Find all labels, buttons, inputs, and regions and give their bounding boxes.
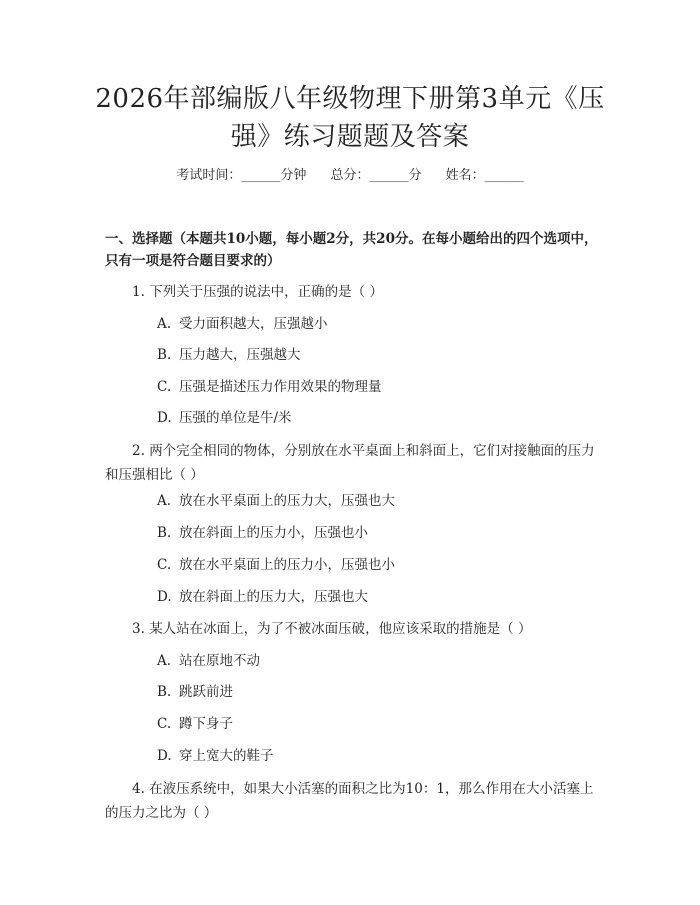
option-text: 站在原地不动	[179, 653, 260, 669]
question-number: 2.	[132, 443, 145, 459]
question-text: 在液压系统中，如果大小活塞的面积之比为10：1，那么作用在大小活塞上的压力之比为（ ）	[105, 781, 594, 821]
question-number: 4.	[132, 781, 145, 797]
option-text: 蹲下身子	[179, 716, 233, 732]
question-3-option-b	[157, 681, 597, 703]
option-text: 放在水平桌面上的压力大，压强也大	[179, 493, 395, 509]
question-2-option-c	[157, 554, 597, 576]
question-text: 某人站在冰面上，为了不被冰面压破，他应该采取的措施是（ ）	[149, 621, 532, 637]
option-letter: A.	[157, 316, 172, 332]
question-1-option-c	[157, 376, 597, 398]
exam-info-line	[0, 166, 700, 186]
option-letter: B.	[157, 684, 172, 700]
option-text: 压强的单位是牛/米	[179, 410, 292, 426]
question-3	[105, 617, 605, 641]
exam-name-field: 姓名：______	[445, 168, 524, 183]
option-text: 放在斜面上的压力小，压强也小	[179, 525, 368, 541]
option-letter: B.	[157, 525, 172, 541]
option-letter: A.	[157, 493, 172, 509]
section-heading: 一、选择题（本题共10小题，每小题2分，共20分。在每小题给出的四个选项中，只有一项是符合题目要求的）	[105, 231, 598, 269]
question-3-option-c	[157, 713, 597, 735]
option-letter: B.	[157, 347, 172, 363]
option-text: 受力面积越大，压强越小	[179, 316, 328, 332]
question-2	[105, 439, 605, 487]
option-text: 压强是描述压力作用效果的物理量	[179, 379, 382, 395]
question-1-option-b	[157, 344, 597, 366]
question-text: 下列关于压强的说法中，正确的是（ ）	[149, 284, 383, 300]
question-2-option-a	[157, 490, 597, 512]
question-1-option-a	[157, 313, 597, 335]
question-4	[105, 777, 605, 825]
option-letter: C.	[157, 379, 172, 395]
question-1-option-d	[157, 407, 597, 429]
option-letter: D.	[157, 748, 172, 764]
option-letter: D.	[157, 589, 172, 605]
option-text: 放在水平桌面上的压力小，压强也小	[179, 557, 395, 573]
option-letter: C.	[157, 716, 172, 732]
exam-score-field: 总分：______分	[330, 168, 422, 183]
option-letter: A.	[157, 653, 172, 669]
option-text: 穿上宽大的鞋子	[179, 748, 274, 764]
option-text: 压力越大，压强越大	[179, 347, 301, 363]
question-2-option-b	[157, 522, 597, 544]
option-text: 跳跃前进	[179, 684, 233, 700]
question-3-option-d	[157, 745, 597, 767]
question-1	[105, 280, 605, 304]
question-text: 两个完全相同的物体，分别放在水平桌面上和斜面上，它们对接触面的压力和压强相比（ ）	[105, 443, 595, 483]
question-number: 3.	[132, 621, 145, 637]
option-letter: D.	[157, 410, 172, 426]
exam-time-field: 考试时间：______分钟	[176, 168, 307, 183]
document-title: 2026年部编版八年级物理下册第3单元《压强》练习题题及答案	[95, 84, 605, 152]
option-letter: C.	[157, 557, 172, 573]
question-number: 1.	[132, 284, 145, 300]
question-2-option-d	[157, 586, 597, 608]
option-text: 放在斜面上的压力大，压强也大	[179, 589, 368, 605]
question-3-option-a	[157, 650, 597, 672]
